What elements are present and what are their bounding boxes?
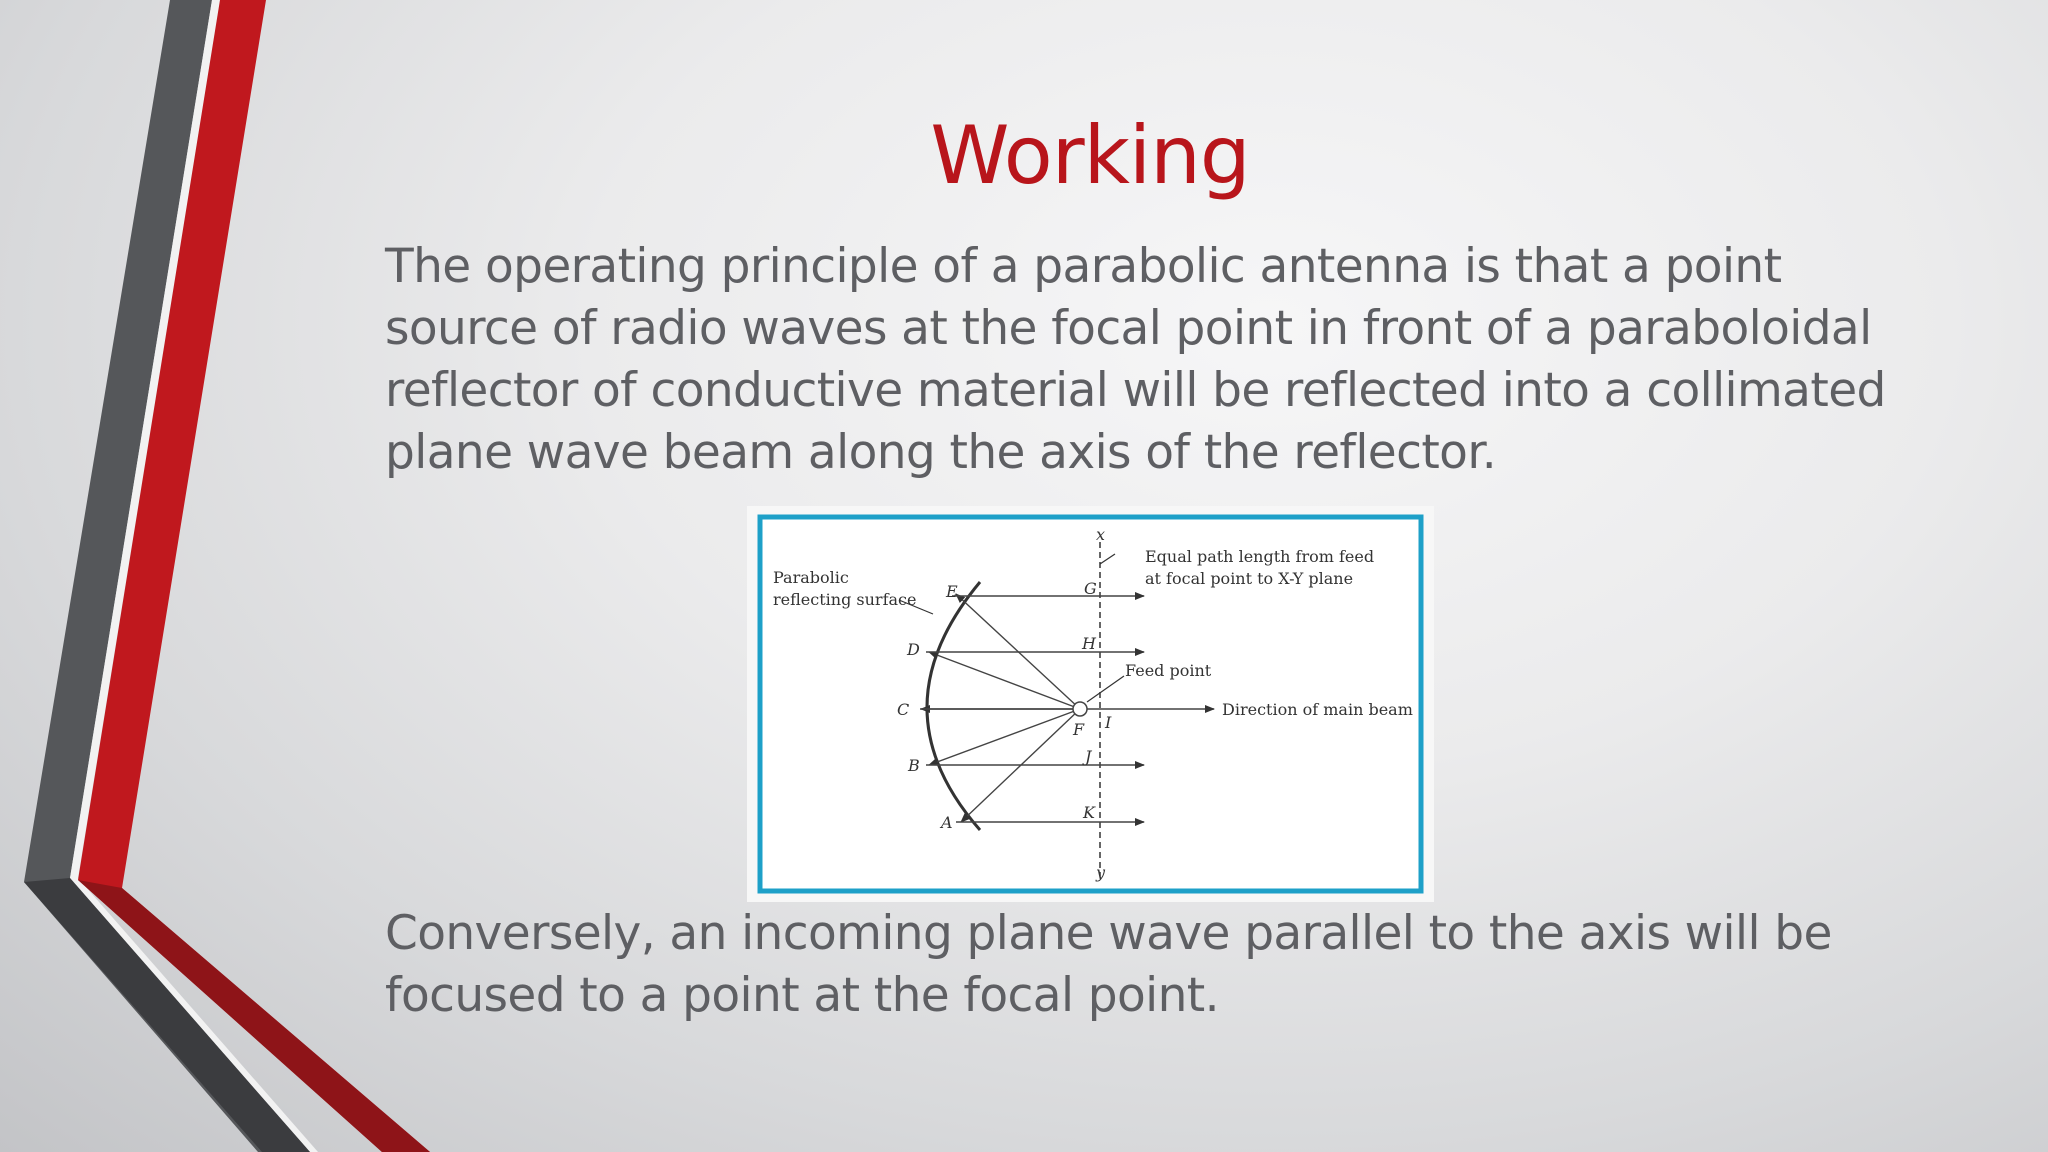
label-main-beam: Direction of main beam: [1222, 700, 1413, 719]
point-i: I: [1105, 713, 1112, 732]
point-x: x: [1096, 525, 1106, 544]
point-e: E: [946, 582, 958, 601]
label-reflector-line2: reflecting surface: [773, 590, 917, 609]
point-f: F: [1073, 720, 1085, 739]
point-k: K: [1083, 803, 1095, 822]
slide-title: Working: [930, 109, 1250, 202]
point-c: C: [897, 700, 910, 719]
point-a: A: [941, 813, 953, 832]
label-equal-path-line1: Equal path length from feed: [1145, 547, 1375, 566]
parabolic-antenna-diagram: [747, 506, 1434, 902]
point-h: H: [1082, 634, 1096, 653]
point-b: B: [908, 756, 920, 775]
label-equal-path-line2: at focal point to X-Y plane: [1145, 569, 1354, 588]
label-feed-point: Feed point: [1125, 661, 1212, 680]
point-d: D: [907, 640, 920, 659]
point-y: y: [1096, 863, 1106, 882]
body-paragraph-conversely: Conversely, an incoming plane wave parallel to the axis will be focused to a point at the focal point.: [385, 906, 1832, 1023]
point-j: J: [1085, 747, 1092, 766]
feed-point-marker: [1073, 702, 1087, 716]
label-reflector-line1: Parabolic: [773, 568, 849, 587]
body-paragraph-principle: The operating principle of a parabolic antenna is that a point source of radio waves at the focal point in front of a paraboloidal reflector of conductive material will be reflected into a collimated plane wave beam along the axis of the reflector.: [385, 239, 1886, 480]
point-g: G: [1084, 579, 1097, 598]
